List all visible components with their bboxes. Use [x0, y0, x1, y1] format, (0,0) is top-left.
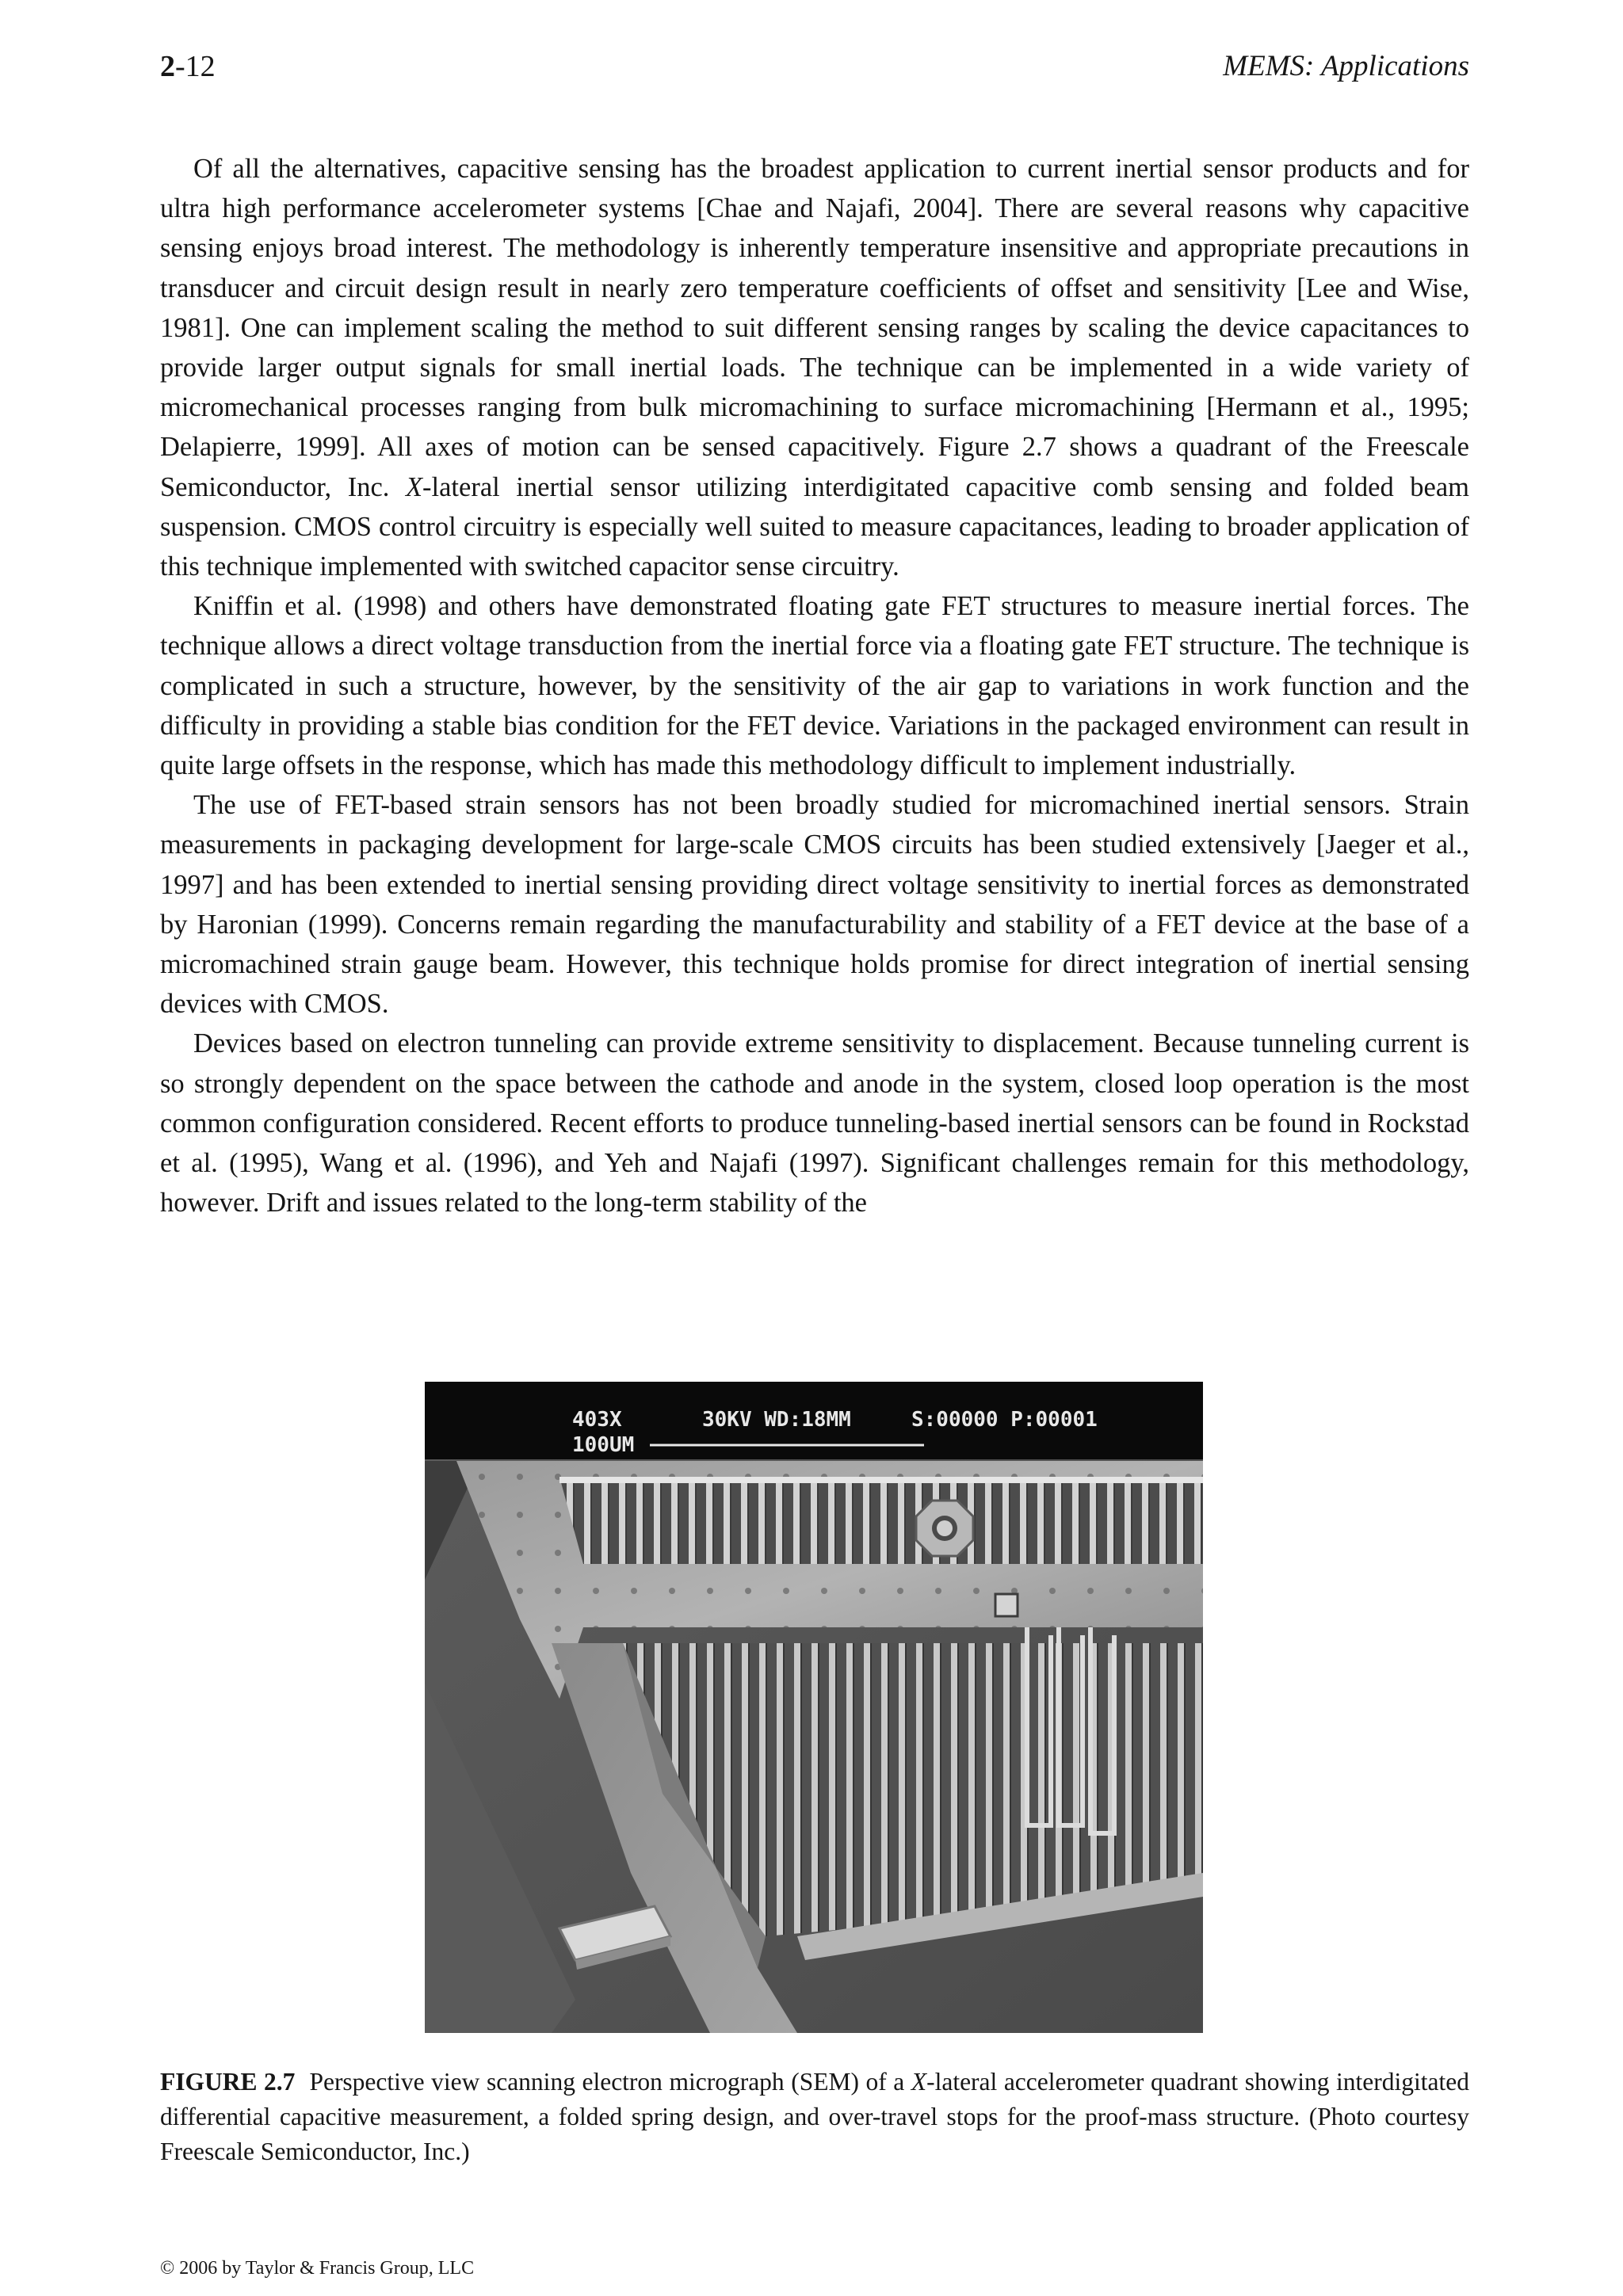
caption-text: Perspective view scanning electron micrograph (SEM) of a: [309, 2068, 911, 2096]
figure-label: FIGURE 2.7: [160, 2068, 296, 2096]
paragraph-floating-gate: [160, 586, 1469, 785]
page-number: [160, 49, 216, 84]
paragraph-text: Kniffin et al. (1998) and others have demonstrated floating gate FET structures to measure inertial forces. The technique allows a direct voltage transduction from the inertial force via a floating gate FET structure. The technique is complicated in such a structure, however, by the sensitivity of the air gap to variations in work function and the difficulty in providing a stable bias condition for the FET device. Variations in the packaged environment can result in quite large offsets in the response, which has made this methodology difficult to implement industrially.: [160, 591, 1469, 781]
anchor-post: [916, 1501, 973, 1556]
paragraph-capacitive-sensing: [160, 149, 1469, 586]
upper-comb-fingers: [559, 1477, 1203, 1564]
sem-scale-label: 100UM: [572, 1433, 635, 1457]
paragraph-text: Devices based on electron tunneling can provide extreme sensitivity to displacement. Because tunneling current is so strongly dependent on the space between the cathode and anode in the system, closed loop operation is the most common configuration considered. Recent efforts to produce tunneling-based inertial sensors can be found in Rockstad et al. (1995), Wang et al. (1996), and Yeh and Najafi (1997). Significant challenges remain for this methodology, however. Drift and issues related to the long-term stability of the: [160, 1028, 1469, 1219]
body-text: [160, 149, 1469, 1222]
figure-caption: [160, 2065, 1469, 2169]
caption-italic-x: X: [911, 2068, 927, 2096]
over-travel-stop: [995, 1594, 1018, 1616]
paragraph-text: Of all the alternatives, capacitive sensing has the broadest application to current inertial sensor products and for ultra high performance accelerometer systems [Chae and Najafi, 2004]. There are several reasons why capacitive sensing enjoys broad interest. The methodology is inherently temperature insensitive and appropriate precautions in transducer and circuit design result in nearly zero temperature coefficients of offset and sensitivity [Lee and Wise, 1981]. One can implement scaling the method to suit different sensing ranges by scaling the device capacitances to provide larger output signals for small inertial loads. The technique can be implemented in a wide variety of micromechanical processes ranging from bulk micromachining to surface micromachining [Hermann et al., 1995; Delapierre, 1999]. All axes of motion can be sensed capacitively. Figure 2.7 shows a quadrant of the Freescale Semiconductor, Inc.: [160, 154, 1469, 502]
sem-image: [425, 1382, 1203, 2033]
paragraph-tunneling: [160, 1024, 1469, 1222]
paragraph-text: The use of FET-based strain sensors has not been broadly studied for micromachined inertial sensors. Strain measurements in packaging development for large-scale CMOS circuits has been studied extensively [Jaeger et al., 1997] and has been extended to inertial sensing providing direct voltage sensitivity to inertial forces as demonstrated by Haronian (1999). Concerns remain regarding the manufacturability and stability of a FET device at the base of a micromachined strain gauge beam. However, this technique holds promise for direct integration of inertial sensing devices with CMOS.: [160, 790, 1469, 1020]
paragraph-text: -lateral inertial sensor utilizing interdigitated capacitive comb sensing and folded beam suspension. CMOS control circuitry is especially well suited to measure capacitances, leading to broader application of this technique implemented with switched capacitor sense circuitry.: [160, 471, 1469, 582]
sem-sp-readout: S:00000 P:00001: [911, 1408, 1098, 1432]
running-title: MEMS: Applications: [1223, 50, 1469, 82]
copyright-notice: © 2006 by Taylor & Francis Group, LLC: [160, 2258, 475, 2279]
page-chapter: 2: [160, 50, 175, 83]
sem-magnification: 403X: [572, 1408, 622, 1432]
caption-text-rest: -lateral accelerometer quadrant showing interdigitated differential capacitive measurement, a folded spring design, and over-travel stops for the proof-mass structure. (Photo courtesy Freescale Semiconductor, Inc.): [160, 2068, 1469, 2165]
italic-x: X: [405, 471, 423, 502]
page-header: [160, 49, 1469, 89]
page-number-suffix: -12: [175, 50, 216, 83]
sem-voltage-wd: 30KV WD:18MM: [702, 1408, 851, 1432]
paragraph-strain-sensors: [160, 785, 1469, 1024]
sem-micrograph: [425, 1382, 1203, 2033]
